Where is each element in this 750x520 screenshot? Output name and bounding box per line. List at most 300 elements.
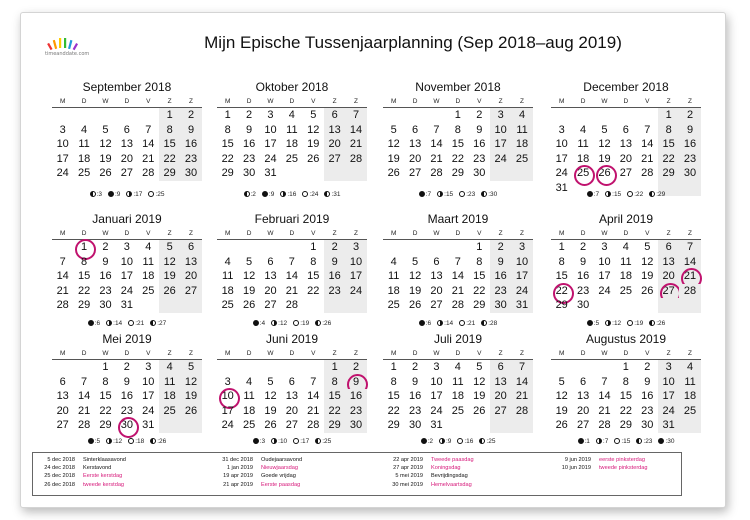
day-cell: 6	[180, 240, 201, 255]
weekday-label: D	[81, 350, 87, 357]
weekday-label: W	[433, 230, 440, 237]
weekday-header	[217, 348, 367, 360]
moon-phase	[419, 320, 431, 327]
moon-day: :2	[427, 438, 433, 445]
day-cell: 11	[221, 270, 234, 283]
day-cell: 11	[78, 138, 90, 151]
weekday-label: Z	[167, 230, 172, 237]
day-cell: 25	[142, 284, 155, 297]
day-cell: 26	[159, 284, 180, 299]
full-moon-icon	[148, 191, 154, 197]
holiday-date: 24 dec 2018	[44, 465, 75, 472]
day-cell: 6	[288, 375, 295, 388]
day-cell: 23	[490, 284, 511, 299]
month-juni-2019	[217, 330, 367, 445]
first-quarter-icon	[126, 191, 132, 197]
weekday-label: Z	[167, 350, 172, 357]
day-cell: 11	[243, 390, 255, 403]
month-name: November 2018	[415, 80, 501, 94]
moon-phases	[551, 438, 701, 445]
day-cell: 23	[324, 284, 345, 299]
day-cell: 5	[476, 361, 483, 373]
moon-phases	[52, 438, 202, 445]
day-cell: 22	[159, 152, 180, 167]
new-moon-icon	[108, 191, 114, 197]
empty-cell	[551, 360, 572, 375]
day-cell: 15	[387, 390, 400, 403]
day-cell: 19	[408, 284, 422, 297]
holiday-list	[32, 452, 682, 496]
day-cell: 16	[242, 138, 256, 151]
day-cell: 20	[408, 152, 422, 165]
day-cell: 5	[412, 255, 419, 268]
moon-phase	[88, 320, 100, 327]
day-cell: 12	[473, 375, 486, 388]
day-cell: 25	[221, 299, 234, 312]
day-cell: 30	[679, 166, 700, 181]
day-cell: 7	[644, 123, 651, 136]
day-cell: 24	[264, 152, 277, 165]
moon-day: :27	[157, 320, 167, 327]
day-cell: 3	[601, 241, 608, 253]
day-cell: 28	[641, 167, 654, 180]
full-moon-icon	[293, 438, 299, 444]
moon-phase	[271, 320, 287, 327]
month-name: April 2019	[598, 212, 654, 226]
day-cell: 17	[56, 152, 69, 165]
weekday-label: D	[455, 98, 461, 105]
holiday-row	[385, 472, 474, 480]
day-cell: 8	[224, 123, 231, 136]
day-cell: 25	[285, 152, 298, 165]
day-cell: 2	[580, 241, 587, 253]
day-cell: 5	[267, 375, 274, 388]
day-cell: 17	[511, 269, 532, 284]
full-moon-icon	[627, 320, 633, 326]
day-cell: 30	[242, 167, 256, 180]
moon-phases	[52, 191, 202, 198]
moon-phase	[587, 191, 599, 198]
empty-cell	[52, 360, 73, 375]
month-september-2018	[52, 78, 202, 198]
day-cell: 30	[473, 167, 486, 180]
empty-cell	[159, 298, 180, 313]
last-quarter-icon	[324, 191, 330, 197]
day-cell: 5	[390, 123, 397, 136]
weekday-label: D	[455, 230, 461, 237]
day-cell: 29	[473, 299, 486, 312]
last-quarter-icon	[649, 320, 655, 326]
last-quarter-icon	[636, 438, 642, 444]
day-cell: 10	[555, 138, 568, 151]
day-cell: 20	[576, 404, 590, 417]
empty-cell	[260, 360, 281, 375]
moon-day: :15	[444, 191, 454, 198]
holiday-name: Eerste paasdag	[261, 481, 301, 488]
day-cell: 10	[511, 255, 532, 270]
day-cell: 4	[511, 108, 532, 123]
weekday-label: Z	[189, 230, 194, 237]
day-cell-highlighted: 9	[345, 375, 366, 390]
day-cell: 4	[454, 361, 461, 373]
day-cell: 31	[555, 181, 568, 194]
empty-cell	[324, 298, 345, 313]
moon-day: :24	[309, 191, 319, 198]
day-cell: 20	[180, 269, 201, 284]
empty-cell	[637, 108, 658, 123]
day-cell: 28	[345, 152, 366, 167]
moon-day: :12	[612, 320, 622, 327]
day-cell: 15	[307, 270, 320, 283]
weekday-label: D	[412, 350, 418, 357]
day-cell: 15	[99, 390, 112, 403]
day-cell: 28	[285, 299, 298, 312]
moon-phase	[253, 438, 265, 445]
day-cell: 16	[408, 390, 422, 403]
weekday-label: Z	[189, 350, 194, 357]
moon-day: :3	[259, 438, 266, 445]
weekday-label: D	[81, 98, 87, 105]
day-cell: 13	[430, 270, 443, 283]
day-cell: 6	[490, 360, 511, 375]
empty-cell	[679, 418, 700, 433]
day-cell: 10	[120, 255, 133, 268]
day-cell: 6	[267, 255, 274, 268]
empty-cell	[637, 298, 658, 313]
day-cell: 24	[142, 404, 155, 417]
day-cell: 22	[307, 284, 320, 297]
day-cell: 13	[490, 375, 511, 390]
weekday-label: D	[289, 98, 295, 105]
day-cell: 8	[159, 123, 180, 138]
month-oktober-2018	[217, 78, 367, 198]
day-cell: 25	[159, 404, 180, 419]
day-cell-highlighted: 27	[658, 284, 679, 299]
day-cell: 1	[159, 108, 180, 123]
day-cell: 12	[641, 255, 654, 268]
day-cell: 4	[580, 123, 587, 136]
day-cell: 3	[345, 240, 366, 255]
day-cell: 3	[59, 123, 66, 136]
empty-cell	[490, 418, 511, 433]
day-cell: 28	[598, 419, 611, 432]
moon-day: :29	[656, 191, 666, 198]
day-cell: 8	[658, 123, 679, 138]
day-cell: 22	[619, 404, 632, 417]
day-cell: 12	[598, 138, 611, 151]
empty-cell	[217, 360, 238, 375]
moon-day: :18	[135, 438, 145, 445]
weekday-label: Z	[167, 98, 172, 105]
day-cell: 9	[102, 255, 109, 268]
day-cell: 3	[558, 123, 565, 136]
moon-phase	[649, 320, 665, 327]
day-cell: 6	[622, 123, 629, 136]
day-cell: 13	[619, 138, 632, 151]
empty-cell	[52, 240, 73, 255]
empty-cell	[281, 360, 302, 375]
moon-phase	[150, 438, 166, 445]
day-cell: 12	[387, 138, 400, 151]
weekday-label: W	[267, 230, 274, 237]
moon-phase	[459, 320, 475, 327]
weekday-label: D	[623, 98, 629, 105]
day-cell: 4	[288, 109, 295, 121]
month-name: Maart 2019	[427, 212, 489, 226]
weekday-label: D	[246, 230, 252, 237]
moon-day: :26	[656, 320, 666, 327]
empty-cell	[324, 166, 345, 181]
weekday-label: M	[390, 230, 397, 237]
moon-day: :17	[300, 438, 310, 445]
day-cell: 2	[412, 361, 419, 373]
day-cell: 2	[324, 240, 345, 255]
day-cell: 6	[658, 240, 679, 255]
weekday-label: V	[146, 98, 151, 105]
last-quarter-icon	[90, 191, 96, 197]
weekday-header	[217, 96, 367, 108]
day-cell: 7	[288, 255, 295, 268]
weekday-label: V	[146, 350, 151, 357]
moon-phase	[148, 191, 164, 198]
new-moon-icon	[262, 191, 268, 197]
holiday-date: 26 dec 2018	[44, 481, 75, 488]
weekday-label: M	[59, 350, 66, 357]
month-februari-2019	[217, 210, 367, 327]
weekday-label: D	[289, 350, 295, 357]
day-grid	[551, 240, 701, 313]
weekday-label: V	[477, 350, 482, 357]
empty-cell	[303, 298, 324, 313]
day-cell: 11	[286, 123, 298, 136]
moon-phase	[106, 320, 122, 327]
day-cell: 1	[310, 241, 317, 253]
last-quarter-icon	[315, 320, 321, 326]
moon-phase	[614, 438, 630, 445]
day-cell: 15	[221, 138, 234, 151]
day-cell: 15	[473, 270, 486, 283]
day-cell: 3	[145, 361, 152, 373]
day-cell: 31	[430, 419, 443, 432]
day-cell: 2	[102, 241, 109, 253]
day-cell: 14	[430, 138, 443, 151]
moon-phase	[128, 438, 144, 445]
empty-cell	[490, 166, 511, 181]
day-cell: 7	[81, 375, 88, 388]
weekday-label: W	[102, 350, 109, 357]
day-grid	[217, 108, 367, 181]
day-cell: 12	[307, 123, 320, 136]
moon-phase	[481, 320, 497, 327]
last-quarter-icon	[479, 438, 485, 444]
day-grid	[383, 108, 533, 181]
day-cell: 22	[77, 284, 91, 297]
first-quarter-icon	[280, 191, 286, 197]
moon-day: :19	[634, 320, 644, 327]
empty-cell	[95, 108, 116, 123]
month-augustus-2019	[551, 330, 701, 445]
moon-phase	[459, 191, 475, 198]
day-cell: 6	[433, 255, 440, 268]
day-cell: 17	[555, 152, 568, 165]
day-cell-highlighted: 21	[679, 269, 700, 284]
day-cell: 13	[180, 255, 201, 270]
day-cell: 19	[307, 138, 320, 151]
day-cell: 20	[56, 404, 69, 417]
day-cell: 29	[658, 166, 679, 181]
weekday-label: D	[412, 98, 418, 105]
day-cell: 16	[324, 269, 345, 284]
empty-cell	[383, 108, 404, 123]
day-cell: 23	[99, 284, 112, 297]
month-november-2018	[383, 78, 533, 198]
day-cell: 20	[285, 404, 298, 417]
day-cell: 12	[408, 270, 422, 283]
empty-cell	[238, 240, 259, 255]
new-moon-icon	[253, 438, 259, 444]
weekday-label: Z	[688, 98, 693, 105]
holiday-column	[553, 456, 648, 472]
day-cell: 7	[310, 375, 317, 388]
day-cell: 21	[345, 137, 366, 152]
day-cell: 9	[246, 123, 253, 136]
empty-cell	[551, 108, 572, 123]
day-cell: 21	[641, 152, 654, 165]
weekday-label: Z	[520, 230, 525, 237]
empty-cell	[383, 240, 404, 255]
moon-day: :28	[488, 320, 498, 327]
new-moon-icon	[88, 320, 94, 326]
holiday-date: 30 mei 2019	[392, 481, 423, 488]
day-cell: 9	[644, 375, 651, 388]
day-cell: 14	[307, 390, 320, 403]
moon-day: :10	[278, 438, 288, 445]
weekday-label: Z	[498, 230, 503, 237]
day-cell: 11	[679, 375, 700, 390]
holiday-row	[553, 464, 648, 472]
day-cell: 7	[454, 255, 461, 268]
empty-cell	[426, 240, 447, 255]
day-cell: 2	[246, 109, 253, 121]
day-cell: 18	[619, 270, 632, 283]
holiday-row	[385, 464, 474, 472]
empty-cell	[303, 360, 324, 375]
holiday-date: 19 apr 2019	[223, 473, 253, 480]
day-cell: 8	[81, 255, 88, 268]
page-title: Mijn Epische Tussenjaarplanning (Sep 2018–aug 2019)	[204, 33, 622, 52]
weekday-label: Z	[354, 350, 359, 357]
weekday-label: V	[645, 350, 650, 357]
day-cell: 23	[576, 284, 590, 297]
moon-phases	[52, 320, 202, 327]
logo-text: timeanddate.com	[45, 51, 90, 57]
weekday-label: D	[412, 230, 418, 237]
day-cell: 3	[433, 361, 440, 373]
day-cell: 27	[324, 152, 345, 167]
day-cell: 17	[221, 404, 234, 417]
day-cell: 1	[558, 241, 565, 253]
weekday-label: Z	[666, 230, 671, 237]
day-cell: 24	[490, 152, 511, 167]
day-cell: 19	[598, 152, 611, 165]
weekday-label: D	[124, 350, 130, 357]
empty-cell	[572, 360, 593, 375]
day-cell: 10	[345, 255, 366, 270]
day-cell: 11	[159, 375, 180, 390]
day-cell: 22	[658, 152, 679, 167]
moon-phase	[244, 191, 256, 198]
day-cell: 11	[452, 375, 464, 388]
last-quarter-icon	[150, 320, 156, 326]
moon-phases	[383, 191, 533, 198]
weekday-header	[52, 228, 202, 240]
day-cell: 14	[511, 375, 532, 390]
day-cell: 18	[285, 138, 298, 151]
day-cell: 20	[430, 284, 443, 297]
month-name: Mei 2019	[102, 332, 152, 346]
holiday-name: Eerste kerstdag	[83, 473, 123, 480]
weekday-label: M	[59, 230, 66, 237]
day-cell: 19	[387, 152, 400, 165]
full-moon-icon	[614, 438, 620, 444]
day-cell: 31	[511, 298, 532, 313]
holiday-date: 10 jun 2019	[561, 465, 591, 472]
day-cell: 1	[658, 108, 679, 123]
full-moon-icon	[627, 191, 633, 197]
moon-day: :23	[466, 191, 476, 198]
weekday-label: W	[601, 350, 608, 357]
day-cell: 24	[430, 404, 443, 417]
weekday-label: Z	[666, 350, 671, 357]
day-cell: 8	[622, 375, 629, 388]
day-grid	[217, 240, 367, 313]
day-cell: 22	[99, 404, 112, 417]
weekday-label: D	[580, 230, 586, 237]
empty-cell	[447, 240, 468, 255]
day-cell: 8	[324, 375, 345, 390]
moon-day: :31	[331, 191, 341, 198]
day-cell: 12	[99, 138, 112, 151]
weekday-label: D	[124, 98, 130, 105]
day-grid	[383, 240, 533, 313]
weekday-label: V	[645, 230, 650, 237]
day-cell: 15	[555, 270, 568, 283]
day-cell: 12	[555, 390, 568, 403]
day-cell: 23	[242, 152, 256, 165]
day-cell: 18	[679, 389, 700, 404]
empty-cell	[52, 108, 73, 123]
day-cell: 11	[387, 270, 400, 283]
moon-day: :25	[322, 438, 332, 445]
day-cell: 28	[679, 284, 700, 299]
empty-cell	[594, 298, 615, 313]
moon-day: :4	[259, 320, 266, 327]
day-cell: 29	[387, 419, 400, 432]
day-cell: 21	[285, 284, 298, 297]
day-cell: 16	[120, 390, 133, 403]
day-cell: 19	[641, 270, 654, 283]
day-cell: 3	[511, 240, 532, 255]
weekday-label: W	[433, 98, 440, 105]
empty-cell	[404, 240, 425, 255]
weekday-label: M	[558, 230, 565, 237]
first-quarter-icon	[439, 438, 445, 444]
new-moon-icon	[587, 191, 593, 197]
day-cell: 4	[81, 123, 88, 136]
holiday-name: Sinterklaasavond	[83, 457, 126, 463]
moon-phase	[88, 438, 100, 445]
holiday-name: Hemelvaartsdag	[431, 481, 472, 488]
